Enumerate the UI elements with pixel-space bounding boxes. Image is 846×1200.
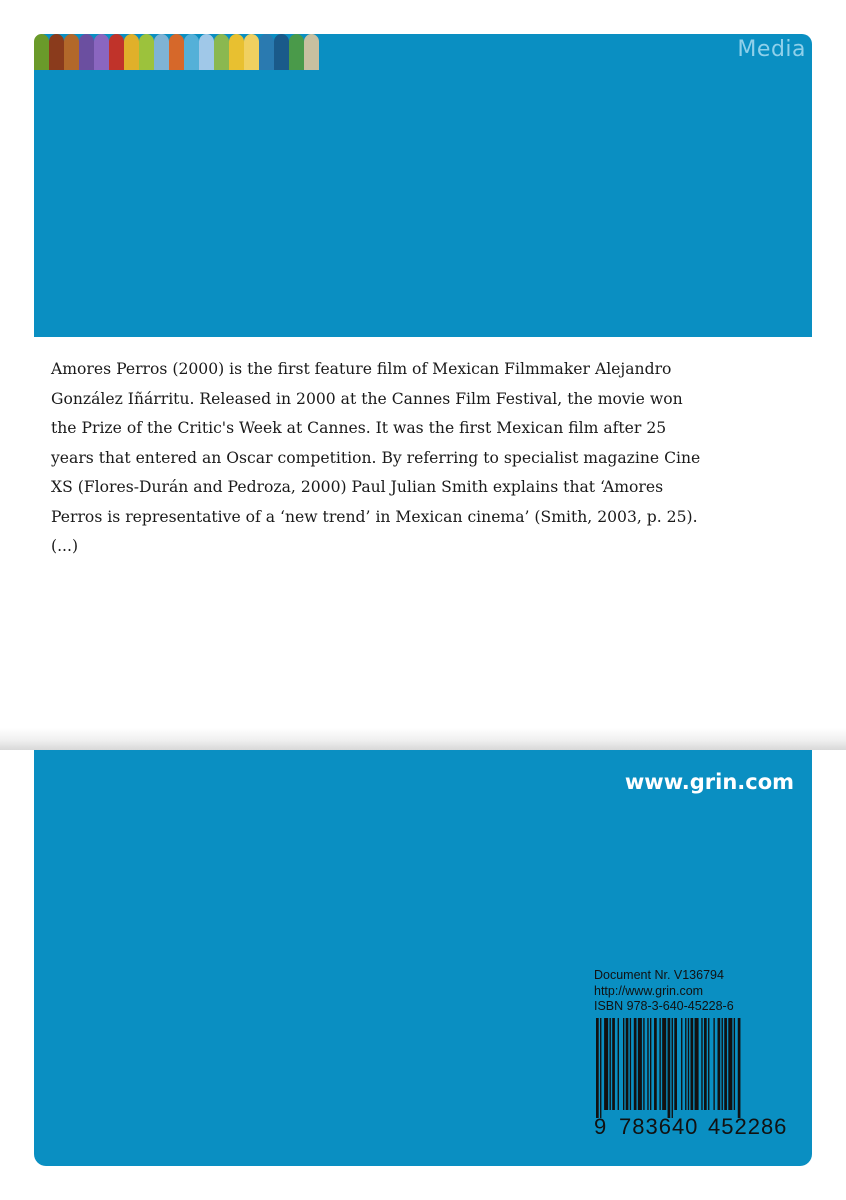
barcode-bar [668, 1018, 671, 1118]
barcode-bar [604, 1018, 608, 1110]
barcode-bar [701, 1018, 702, 1110]
barcode-bar [659, 1018, 660, 1110]
publisher-website[interactable]: www.grin.com [624, 770, 794, 794]
barcode-bar [728, 1018, 732, 1110]
barcode-bar [724, 1018, 727, 1110]
color-stripe [169, 34, 184, 70]
barcode-bar [647, 1018, 648, 1110]
barcode-bar [685, 1018, 686, 1110]
barcode-bar [643, 1018, 644, 1110]
barcode-digit-first: 9 [594, 1114, 608, 1139]
color-stripe [274, 34, 289, 70]
barcode-bar [654, 1018, 657, 1110]
barcode-bar [734, 1018, 735, 1110]
color-stripe [124, 34, 139, 70]
color-stripe [139, 34, 154, 70]
barcode-bar [662, 1018, 666, 1110]
barcode-bar [722, 1018, 723, 1110]
barcode-bars [592, 1018, 797, 1118]
barcode-bar [623, 1018, 624, 1110]
barcode-bar [610, 1018, 611, 1110]
barcode-bar [718, 1018, 721, 1110]
barcode-bar [634, 1018, 637, 1110]
color-stripe [289, 34, 304, 70]
color-stripe [244, 34, 259, 70]
color-stripe [49, 34, 64, 70]
book-blurb: Amores Perros (2000) is the first feature film of Mexican Filmmaker Alejandro González Iñárritu. Released in 2000 at the Cannes Film Festival, the movie won the Prize of the Critic's Week at Cannes. It was the first Mexican film after 25 years that entered an Oscar competition. By referring to specialist magazine Cine XS (Flores-Durán and Pedroza, 2000) Paul Julian Smith explains that ‘Amores Perros is representative of a ‘new trend’ in Mexican cinema’ (Smith, 2003, p. 25). (...) [51, 360, 701, 555]
color-stripe [109, 34, 124, 70]
barcode-bar [672, 1018, 673, 1118]
category-label: Media [737, 37, 806, 62]
barcode-bar [650, 1018, 651, 1110]
color-stripe [229, 34, 244, 70]
barcode-bar [600, 1018, 601, 1118]
color-stripes [34, 34, 319, 70]
color-stripe [34, 34, 49, 70]
color-stripe [259, 34, 274, 70]
cover-bottom-panel [34, 750, 812, 1166]
color-stripe [64, 34, 79, 70]
barcode-bar [695, 1018, 699, 1110]
barcode-bar [688, 1018, 689, 1110]
color-stripe [94, 34, 109, 70]
color-stripe [199, 34, 214, 70]
barcode-bar [691, 1018, 694, 1110]
barcode-bar [618, 1018, 619, 1110]
color-stripe [154, 34, 169, 70]
barcode-bar [713, 1018, 714, 1110]
color-stripe [304, 34, 319, 70]
barcode-bar [612, 1018, 615, 1110]
document-number: Document Nr. V136794 [594, 968, 724, 982]
barcode-bar [596, 1018, 599, 1118]
barcode-digits-left: 783640 [619, 1114, 699, 1139]
document-info [594, 968, 734, 1015]
color-stripe [214, 34, 229, 70]
barcode-digits-right: 452286 [708, 1114, 788, 1139]
color-stripe [184, 34, 199, 70]
barcode-bar [638, 1018, 642, 1110]
barcode-bar [704, 1018, 707, 1110]
barcode-bar [708, 1018, 709, 1110]
barcode-bar [681, 1018, 682, 1110]
barcode-digits [592, 1112, 802, 1142]
page-divider [0, 728, 846, 750]
document-url[interactable]: http://www.grin.com [594, 983, 704, 998]
color-stripe [79, 34, 94, 70]
barcode-bar [626, 1018, 629, 1110]
barcode-bar [738, 1018, 741, 1118]
isbn: ISBN 978-3-640-45228-6 [594, 999, 734, 1013]
barcode-bar [674, 1018, 677, 1110]
cover-top-panel [34, 34, 812, 337]
barcode-bar [630, 1018, 631, 1110]
